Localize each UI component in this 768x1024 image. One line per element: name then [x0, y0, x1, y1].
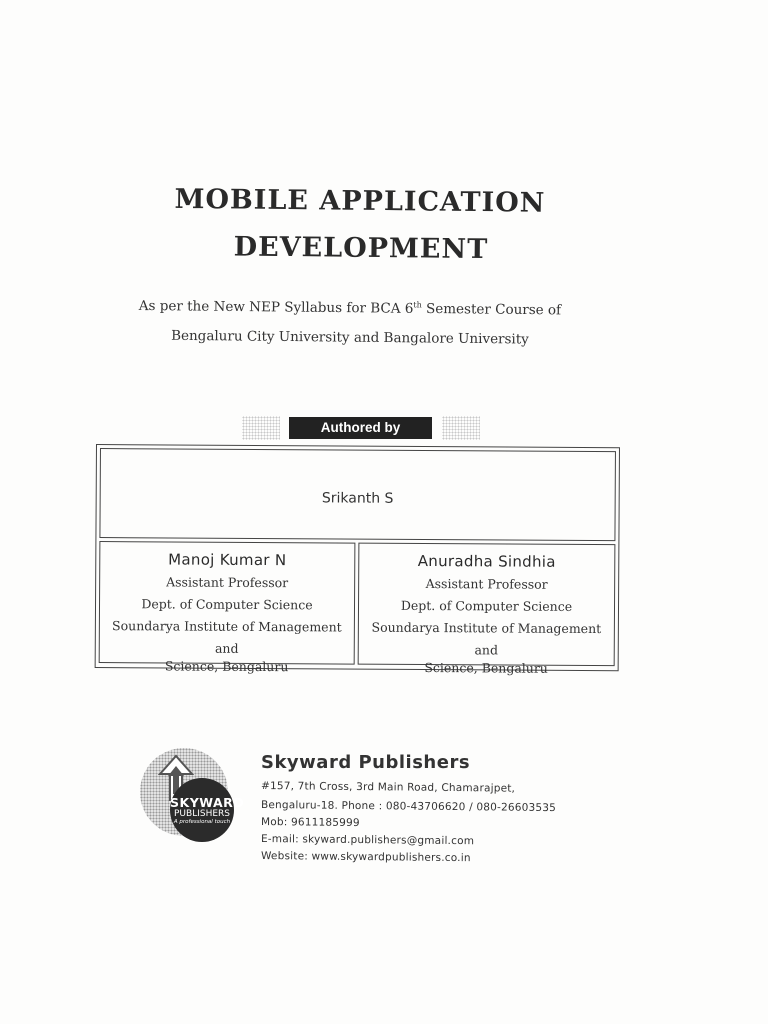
syllabus-text: As per the New NEP Syllabus for BCA 6 [138, 297, 414, 317]
co-author-designation: Assistant Professor [166, 574, 289, 591]
authored-by-banner [242, 414, 480, 442]
book-title-line-1: MOBILE APPLICATION [174, 183, 546, 219]
logo-tagline: A professional touch [173, 819, 231, 825]
decorative-dots-right [442, 416, 480, 440]
publisher-email: E-mail: skyward.publishers@gmail.com [260, 833, 475, 848]
co-author-name: Manoj Kumar N [168, 550, 287, 570]
logo-word-publishers: PUBLISHERS [174, 809, 230, 819]
syllabus-line [0, 296, 700, 320]
publisher-city-phone: Bengaluru-18. Phone : 080-43706620 / 080-26603535 [260, 799, 557, 815]
authored-by-label: Authored by [289, 417, 432, 439]
publisher-name: Skyward Publishers [261, 752, 471, 773]
logo-word-skyward: SKYWARD [170, 795, 245, 810]
co-author-name: Anuradha Sindhia [417, 551, 556, 571]
decorative-dots-left [242, 416, 280, 440]
co-author-location: Science, Bengaluru [164, 658, 289, 675]
universities-line: Bengaluru City University and Bangalore University [171, 327, 529, 348]
co-author-department: Dept. of Computer Science [141, 596, 313, 613]
co-author-card [99, 541, 356, 675]
book-title-line-2: DEVELOPMENT [233, 231, 489, 266]
authors-frame [95, 444, 620, 676]
co-author-designation: Assistant Professor [425, 576, 548, 592]
ordinal-suffix: th [413, 300, 422, 310]
primary-author-name: Srikanth S [321, 490, 394, 507]
co-author-institution: Soundarya Institute of Management and [371, 619, 602, 658]
publisher-address: #157, 7th Cross, 3rd Main Road, Chamarajpet, [260, 780, 516, 795]
co-author-department: Dept. of Computer Science [400, 597, 573, 614]
publisher-logo [140, 748, 245, 848]
syllabus-text-end: Semester Course of [421, 300, 562, 319]
primary-author-box [99, 448, 616, 541]
publisher-mobile: Mob: 9611185999 [260, 816, 360, 830]
publisher-website: Website: www.skywardpublishers.co.in [260, 850, 471, 865]
co-author-institution: Soundarya Institute of Management and [112, 618, 342, 656]
co-author-card [358, 543, 616, 676]
co-author-location: Science, Bengaluru [424, 660, 548, 676]
logo-badge [170, 778, 245, 842]
